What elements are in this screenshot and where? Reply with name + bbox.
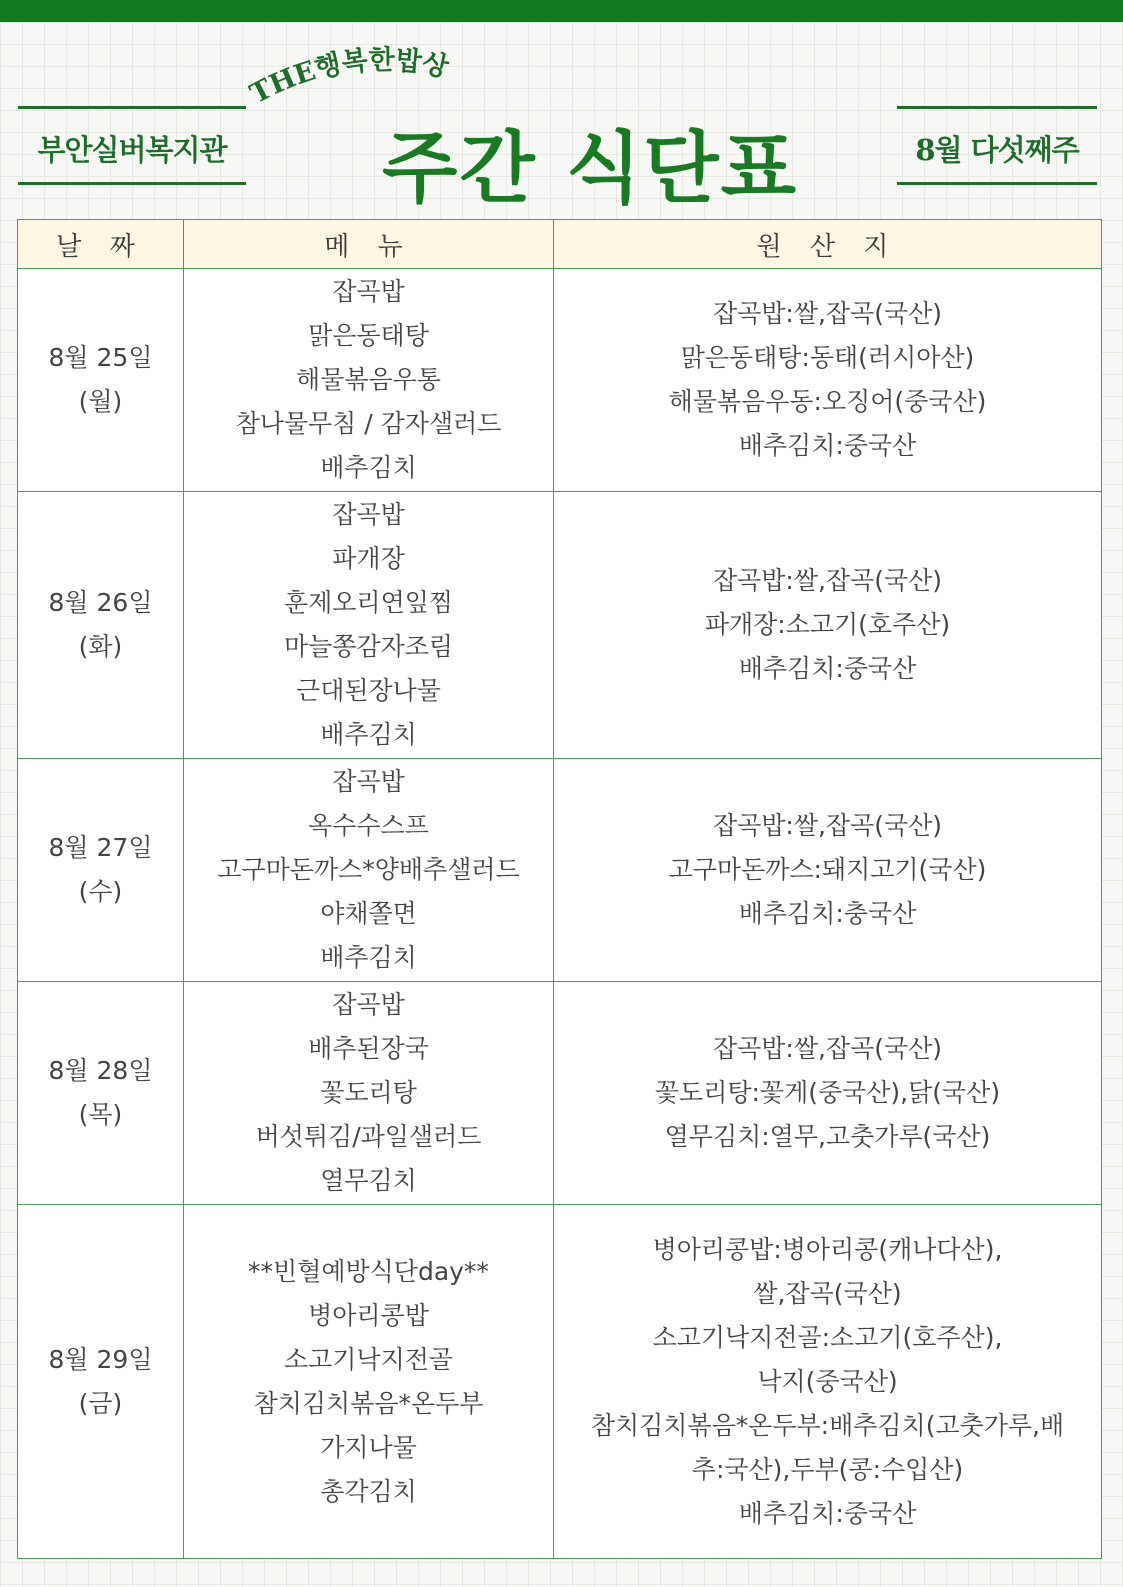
menu-item: 잡곡밥	[332, 277, 405, 306]
weekday-text: (화)	[78, 632, 123, 661]
origin-item: 고구마돈까스:돼지고기(국산)	[668, 855, 987, 884]
date-text: 8월 26일	[48, 588, 153, 617]
menu-item: 파개장	[332, 544, 405, 573]
menu-item: 배추김치	[320, 720, 417, 749]
menu-item: 총각김치	[320, 1476, 417, 1506]
week-label: 8월 다섯째주	[915, 133, 1079, 167]
brand-text: THE행복한밥상	[245, 44, 452, 111]
menu-item: 해물볶음우통	[296, 365, 441, 394]
menu-item: 훈제오리연잎찜	[283, 588, 454, 617]
menu-cell	[184, 492, 554, 759]
origin-item: 해물볶음우동:오징어(중국산)	[668, 387, 987, 416]
origin-cell	[554, 759, 1102, 982]
menu-item: 잡곡밥	[332, 767, 405, 796]
menu-cell	[184, 269, 554, 492]
origin-item: 잡곡밥:쌀,잡곡(국산)	[712, 566, 943, 595]
menu-item: 마늘쫑감자조림	[283, 632, 454, 661]
menu-item: 옥수수스프	[308, 811, 429, 840]
weekday-text: (목)	[78, 1100, 123, 1129]
divider	[897, 182, 1097, 185]
column-header-menu: 메 뉴	[184, 220, 554, 269]
origin-item: 잡곡밥:쌀,잡곡(국산)	[712, 811, 943, 840]
week-block	[897, 106, 1097, 186]
menu-item: 야채쫄면	[320, 899, 417, 928]
menu-item: 근대된장나물	[296, 676, 441, 705]
menu-item: 가지나물	[320, 1432, 417, 1462]
table-row	[18, 269, 1102, 492]
column-header-origin: 원 산 지	[554, 220, 1102, 269]
table-row	[18, 1205, 1102, 1559]
menu-item: 잡곡밥	[332, 500, 405, 529]
weekday-text: (수)	[78, 877, 123, 906]
origin-item: 열무김치:열무,고춧가루(국산)	[664, 1122, 991, 1151]
origin-item: 배추김치:충국산	[738, 899, 917, 928]
date-cell	[18, 759, 184, 982]
date-cell	[18, 1205, 184, 1559]
menu-item: 고구마돈까스*양배추샐러드	[217, 855, 520, 884]
page-title: 주간 식단표	[382, 124, 798, 214]
origin-item: 추:국산),두부(콩:수입산)	[691, 1454, 964, 1484]
menu-item: 배추된장국	[308, 1034, 429, 1063]
menu-item: 소고기낙지전골	[283, 1344, 454, 1374]
origin-cell	[554, 492, 1102, 759]
origin-cell	[554, 982, 1102, 1205]
weekday-text: (금)	[78, 1388, 123, 1418]
origin-cell	[554, 269, 1102, 492]
table-header-row	[18, 220, 1102, 269]
origin-item: 쌀,잡곡(국산)	[753, 1278, 902, 1308]
date-text: 8월 25일	[48, 343, 153, 372]
origin-item: 잡곡밥:쌀,잡곡(국산)	[712, 1034, 943, 1063]
origin-item: 소고기낙지전골:소고기(호주산),	[652, 1322, 1003, 1352]
menu-cell	[184, 982, 554, 1205]
divider	[18, 182, 246, 185]
menu-item: 맑은동태탕	[308, 321, 429, 350]
weekly-menu-table	[17, 219, 1102, 1559]
menu-item: 버섯튀김/과일샐러드	[255, 1122, 482, 1151]
origin-item: 파개장:소고기(호주산)	[704, 610, 951, 639]
date-cell	[18, 982, 184, 1205]
origin-item: 배추김치:중국산	[738, 431, 917, 460]
weekday-text: (월)	[78, 387, 123, 416]
date-cell	[18, 492, 184, 759]
date-text: 8월 28일	[48, 1056, 153, 1085]
menu-cell	[184, 759, 554, 982]
menu-item: 열무김치	[320, 1166, 417, 1195]
organization-name: 부안실버복지관	[37, 133, 227, 167]
menu-cell	[184, 1205, 554, 1559]
origin-item: 참치김치볶음*온두부:배추김치(고춧가루,배	[590, 1410, 1065, 1440]
top-accent-bar	[0, 0, 1123, 22]
date-cell	[18, 269, 184, 492]
date-text: 8월 27일	[48, 833, 153, 862]
origin-cell	[554, 1205, 1102, 1559]
origin-item: 병아리콩밥:병아리콩(캐나다산),	[652, 1234, 1003, 1264]
column-header-date: 날 짜	[18, 220, 184, 269]
menu-item: 꽃도리탕	[320, 1078, 417, 1107]
menu-item: 참나물무침 / 감자샐러드	[235, 409, 502, 438]
origin-item: 꽃도리탕:꽃게(중국산),닭(국산)	[654, 1078, 1001, 1107]
divider	[897, 106, 1097, 109]
menu-item: 잡곡밥	[332, 990, 405, 1019]
origin-item: 배추김치:중국산	[738, 654, 917, 683]
table-row	[18, 492, 1102, 759]
menu-item: 배추김치	[320, 453, 417, 482]
svg-text:THE행복한밥상	[245, 44, 452, 110]
table-row	[18, 982, 1102, 1205]
origin-item: 낙지(중국산)	[757, 1366, 898, 1396]
origin-item: 잡곡밥:쌀,잡곡(국산)	[712, 299, 943, 328]
table-row	[18, 759, 1102, 982]
menu-item: 배추김치	[320, 943, 417, 972]
organization-block	[18, 106, 246, 186]
menu-item: 참치김치볶음*온두부	[253, 1388, 484, 1418]
divider	[18, 106, 246, 109]
menu-item: 병아리콩밥	[308, 1300, 429, 1330]
origin-item: 맑은동태탕:동태(러시아산)	[680, 343, 975, 372]
origin-item: 배추김치:중국산	[738, 1498, 917, 1528]
date-text: 8월 29일	[48, 1344, 153, 1374]
menu-item: **빈혈예방식단day**	[248, 1256, 489, 1286]
